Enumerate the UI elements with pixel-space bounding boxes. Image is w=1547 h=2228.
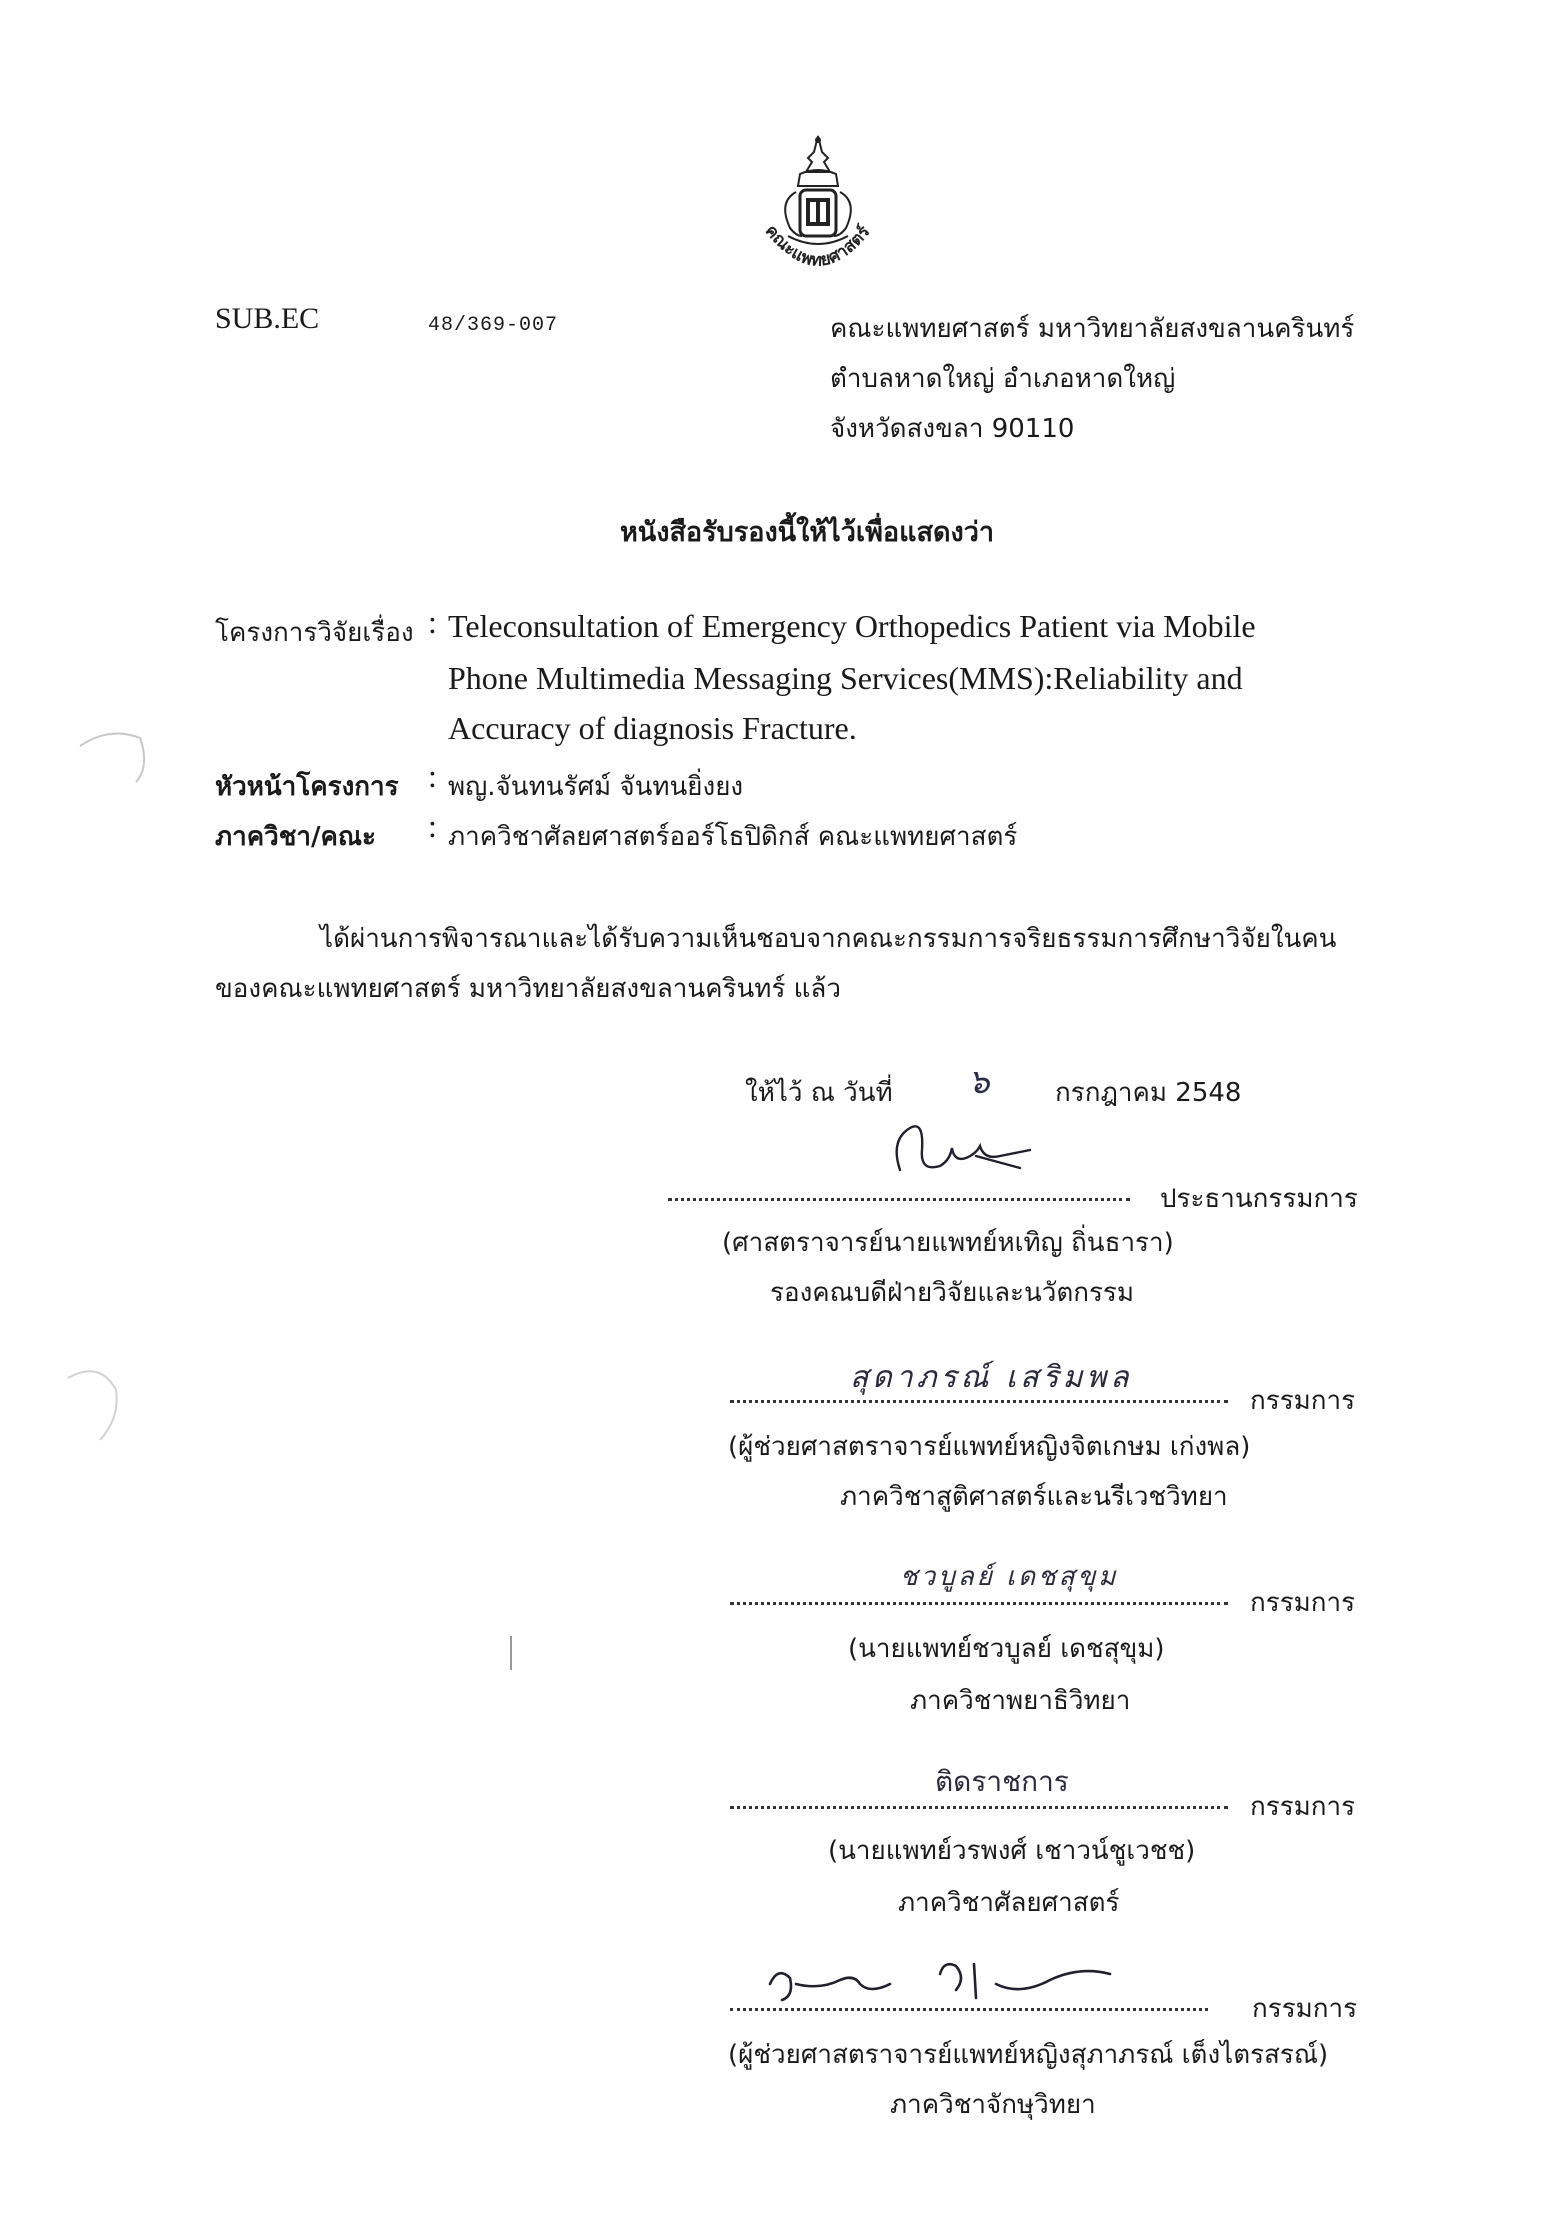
signature-4-role: กรรมการ [1250, 1792, 1356, 1822]
address-line-2: ตำบลหาดใหญ่ อำเภอหาดใหญ่ [830, 364, 1176, 394]
date-day-handwritten: ๖ [968, 1062, 990, 1102]
project-label: โครงการวิจัยเรื่อง [215, 618, 414, 648]
signature-5-position: ภาควิชาจักษุวิทยา [890, 2090, 1096, 2120]
scan-artifact-line [510, 1636, 512, 1670]
faculty-seal-icon [738, 132, 898, 302]
project-colon: : [428, 604, 437, 640]
signature-3-name: (นายแพทย์ชวบูลย์ เดชสุขุม) [848, 1634, 1165, 1664]
signature-5-name: (ผู้ช่วยศาสตราจารย์แพทย์หญิงสุภาภรณ์ เต็งไตรสรณ์) [728, 2040, 1329, 2070]
scan-artifact-top [70, 726, 170, 796]
signature-member-5 [760, 1944, 1160, 2014]
signature-2-handwriting: สุดาภรณ์ เสริมพล [850, 1360, 1133, 1395]
dept-colon: : [428, 808, 437, 844]
head-label: หัวหน้าโครงการ [215, 772, 399, 802]
signature-line-2 [730, 1400, 1228, 1403]
ref-number: 48/369-007 [428, 314, 559, 337]
signature-5-role: กรรมการ [1252, 1994, 1358, 2024]
signature-4-name: (นายแพทย์วรพงศ์ เชาวน์ชูเวชช) [828, 1836, 1196, 1866]
signature-4-position: ภาควิชาศัลยศาสตร์ [898, 1888, 1120, 1918]
signature-1-position: รองคณบดีฝ่ายวิจัยและนวัตกรรม [770, 1278, 1135, 1308]
signature-3-position: ภาควิชาพยาธิวิทยา [910, 1686, 1131, 1716]
body-line-2: ของคณะแพทยศาสตร์ มหาวิทยาลัยสงขลานครินทร์ แล้ว [215, 974, 841, 1004]
head-colon: : [428, 758, 437, 794]
signature-1-role: ประธานกรรมการ [1160, 1184, 1358, 1214]
signature-line-1 [668, 1198, 1130, 1201]
address-line-3: จังหวัดสงขลา 90110 [830, 414, 1075, 444]
head-value: พญ.จันทนรัศม์ จันทนยิ่งยง [448, 772, 744, 802]
scan-artifact-bottom [60, 1360, 140, 1450]
signature-line-3 [730, 1602, 1228, 1605]
signature-line-5 [730, 2008, 1208, 2011]
signature-4-handwriting: ติดราชการ [935, 1765, 1069, 1798]
svg-text:คณะแพทยศาสตร์: คณะแพทยศาสตร์ [760, 221, 875, 271]
document-title: หนังสือรับรองนี้ให้ไว้เพื่อแสดงว่า [620, 517, 995, 548]
signature-3-handwriting: ชวบูลย์ เดชสุขุม [900, 1562, 1119, 1592]
project-title-line-1: Teleconsultation of Emergency Orthopedics Patient via Mobile [448, 608, 1256, 644]
dept-value: ภาควิชาศัลยศาสตร์ออร์โธปิดิกส์ คณะแพทยศาสตร์ [448, 822, 1018, 852]
signature-2-role: กรรมการ [1250, 1386, 1356, 1416]
signature-2-position: ภาควิชาสูติศาสตร์และนรีเวชวิทยา [840, 1482, 1228, 1512]
date-month-year: กรกฎาคม 2548 [1055, 1078, 1242, 1108]
date-prefix: ให้ไว้ ณ วันที่ [745, 1078, 893, 1108]
signature-2-name: (ผู้ช่วยศาสตราจารย์แพทย์หญิงจิตเกษม เก่งพล) [728, 1432, 1251, 1462]
address-line-1: คณะแพทยศาสตร์ มหาวิทยาลัยสงขลานครินทร์ [830, 314, 1355, 344]
project-title-line-2: Phone Multimedia Messaging Services(MMS):Reliability and [448, 660, 1243, 696]
project-title-line-3: Accuracy of diagnosis Fracture. [448, 710, 857, 746]
signature-line-4 [730, 1806, 1228, 1809]
dept-label: ภาควิชา/คณะ [215, 822, 376, 852]
signature-chairman [880, 1110, 1040, 1190]
body-line-1: ได้ผ่านการพิจารณาและได้รับความเห็นชอบจากคณะกรรมการจริยธรรมการศึกษาวิจัยในคน [320, 924, 1337, 954]
ref-code: SUB.EC [215, 302, 320, 335]
signature-3-role: กรรมการ [1250, 1588, 1356, 1618]
signature-1-name: (ศาสตราจารย์นายแพทย์หเทิญ ถิ่นธารา) [722, 1228, 1174, 1258]
